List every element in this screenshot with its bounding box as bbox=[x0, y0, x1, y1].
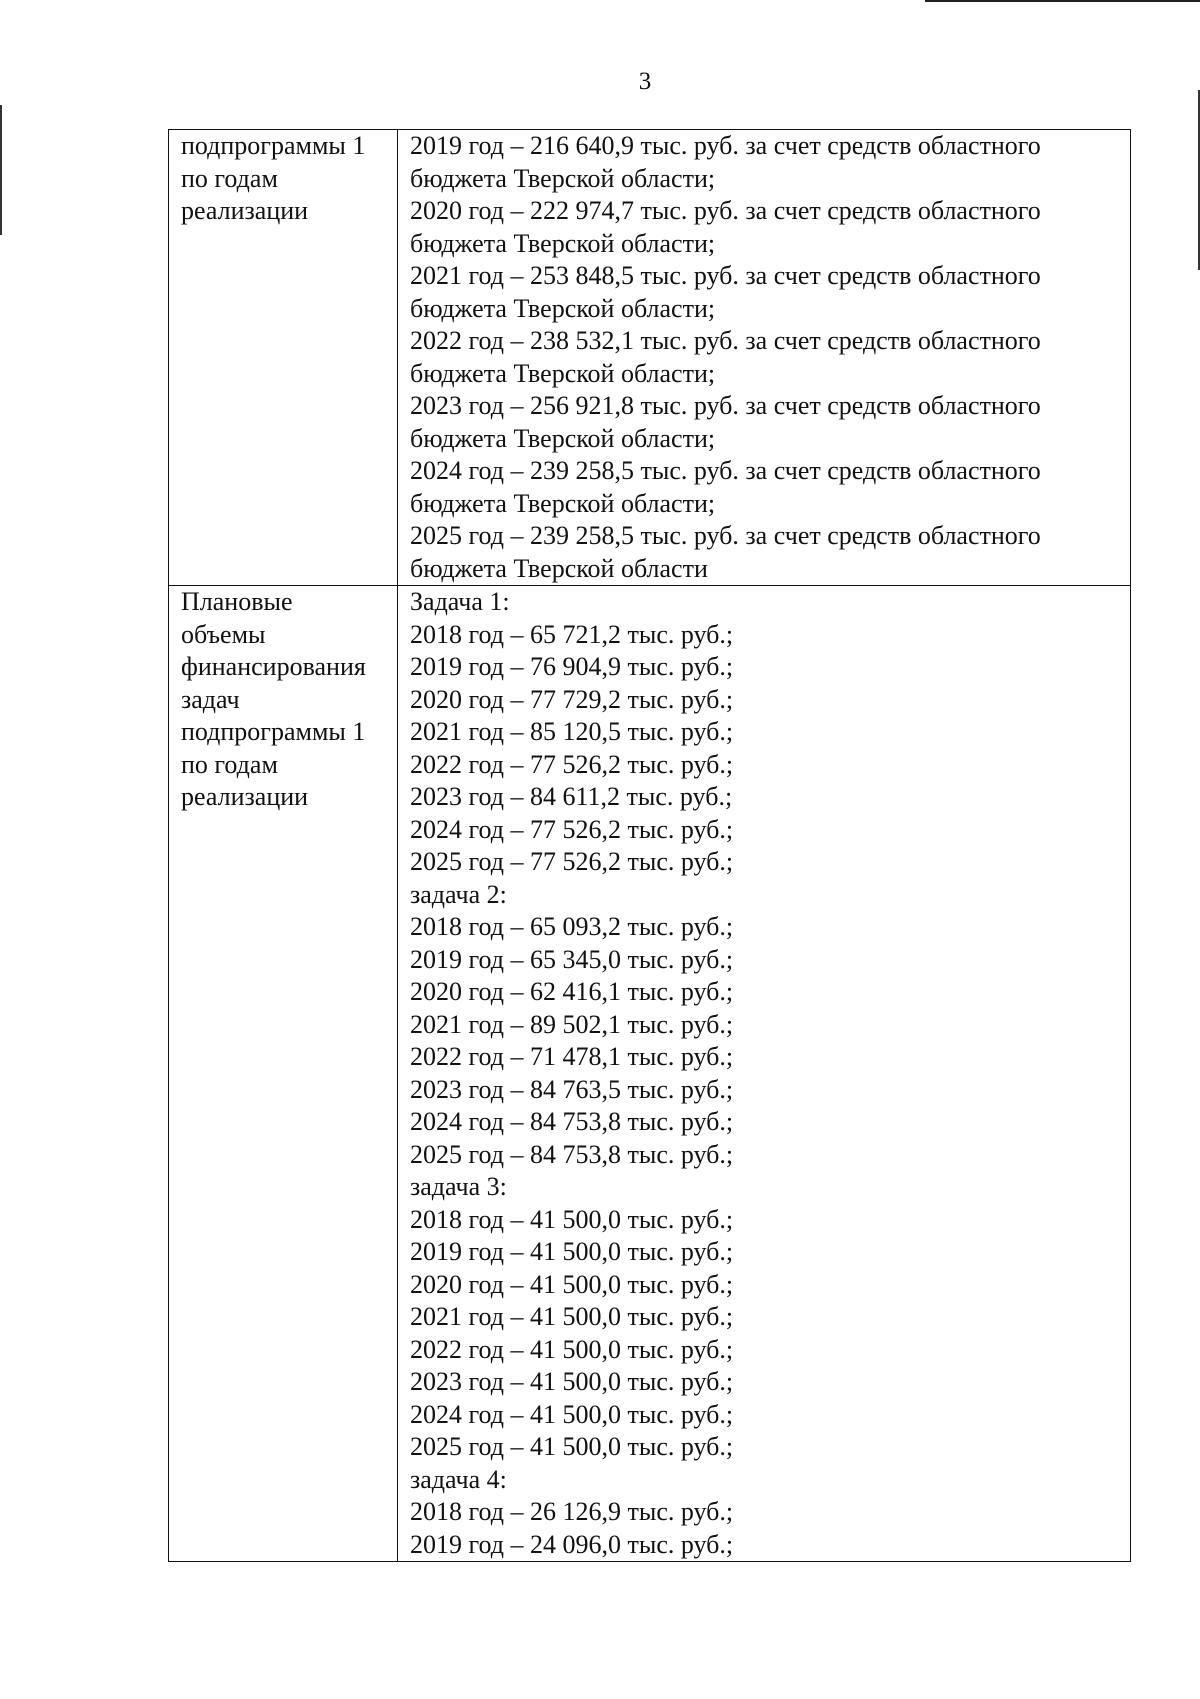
cell-text-line: 2018 год – 26 126,9 тыс. руб.; bbox=[410, 1497, 734, 1526]
cell-text-line: задача 2: bbox=[410, 879, 507, 909]
row-label-cell bbox=[169, 586, 398, 1562]
cell-text-line: 2023 год – 41 500,0 тыс. руб.; bbox=[410, 1367, 734, 1396]
cell-text-line: 2022 год – 41 500,0 тыс. руб.; bbox=[410, 1334, 734, 1364]
cell-text-line: 2021 год – 253 848,5 тыс. руб. за счет средств областного bbox=[410, 261, 1041, 290]
cell-text-line: 2023 год – 256 921,8 тыс. руб. за счет средств областного bbox=[410, 391, 1041, 420]
cell-text-line: 2022 год – 238 532,1 тыс. руб. за счет средств областного bbox=[410, 326, 1041, 355]
cell-text-line: 2025 год – 84 753,8 тыс. руб.; bbox=[410, 1139, 734, 1169]
cell-text-line: реализации bbox=[181, 196, 309, 225]
cell-text-line: Задача 1: bbox=[410, 587, 510, 616]
cell-text-line: 2024 год – 41 500,0 тыс. руб.; bbox=[410, 1399, 734, 1429]
cell-text-line: 2018 год – 65 721,2 тыс. руб.; bbox=[410, 619, 734, 649]
cell-text-line: объемы bbox=[181, 619, 266, 649]
cell-text-line: 2020 год – 222 974,7 тыс. руб. за счет средств областного bbox=[410, 196, 1041, 225]
cell-text-line: 2023 год – 84 763,5 тыс. руб.; bbox=[410, 1074, 734, 1104]
row-value-cell bbox=[398, 586, 1131, 1562]
cell-text-line: подпрограммы 1 bbox=[181, 131, 366, 160]
cell-text-line: 2021 год – 89 502,1 тыс. руб.; bbox=[410, 1009, 734, 1039]
cell-text-line: 2024 год – 77 526,2 тыс. руб.; bbox=[410, 814, 734, 844]
cell-text-line: 2024 год – 84 753,8 тыс. руб.; bbox=[410, 1107, 734, 1136]
scan-edge-left bbox=[0, 105, 2, 235]
cell-text-line: задача 3: bbox=[410, 1172, 507, 1201]
cell-text-line: бюджета Тверской области; bbox=[410, 293, 716, 323]
cell-text-line: по годам bbox=[181, 163, 278, 193]
cell-text-line: 2023 год – 84 611,2 тыс. руб.; bbox=[410, 782, 733, 811]
cell-text-line: задача 4: bbox=[410, 1464, 507, 1494]
cell-text-line: бюджета Тверской области; bbox=[410, 358, 716, 388]
row-label-cell bbox=[169, 130, 398, 586]
cell-text-line: бюджета Тверской области; bbox=[410, 228, 716, 258]
table-row bbox=[169, 586, 1131, 1562]
cell-text-line: 2021 год – 85 120,5 тыс. руб.; bbox=[410, 717, 734, 746]
scan-edge-top bbox=[925, 0, 1200, 2]
cell-text-line: подпрограммы 1 bbox=[181, 717, 366, 746]
cell-text-line: 2019 год – 24 096,0 тыс. руб.; bbox=[410, 1529, 734, 1559]
financing-table bbox=[168, 129, 1131, 1562]
page-number: 3 bbox=[638, 68, 652, 95]
cell-text-line: бюджета Тверской области; bbox=[410, 423, 716, 453]
cell-text-line: задач bbox=[181, 684, 240, 714]
cell-text-line: 2018 год – 41 500,0 тыс. руб.; bbox=[410, 1204, 734, 1234]
cell-text-line: по годам bbox=[181, 749, 278, 779]
cell-text-line: 2019 год – 65 345,0 тыс. руб.; bbox=[410, 944, 734, 974]
cell-text-line: 2019 год – 76 904,9 тыс. руб.; bbox=[410, 652, 734, 681]
cell-text-line: 2025 год – 41 500,0 тыс. руб.; bbox=[410, 1432, 734, 1461]
cell-text-line: финансирования bbox=[181, 652, 366, 681]
cell-text-line: бюджета Тверской области bbox=[410, 553, 708, 583]
cell-text-line: 2022 год – 71 478,1 тыс. руб.; bbox=[410, 1042, 734, 1071]
cell-text-line: 2025 год – 239 258,5 тыс. руб. за счет средств областного bbox=[410, 521, 1041, 550]
table-row bbox=[169, 130, 1131, 586]
cell-text-line: 2020 год – 77 729,2 тыс. руб.; bbox=[410, 684, 734, 714]
cell-text-line: реализации bbox=[181, 782, 309, 811]
cell-text-line: Плановые bbox=[181, 587, 293, 616]
cell-text-line: 2020 год – 62 416,1 тыс. руб.; bbox=[410, 977, 734, 1006]
cell-text-line: 2024 год – 239 258,5 тыс. руб. за счет средств областного bbox=[410, 456, 1041, 485]
cell-text-line: бюджета Тверской области; bbox=[410, 488, 716, 518]
cell-text-line: 2020 год – 41 500,0 тыс. руб.; bbox=[410, 1269, 734, 1299]
cell-text-line: 2019 год – 41 500,0 тыс. руб.; bbox=[410, 1237, 734, 1266]
cell-text-line: 2018 год – 65 093,2 тыс. руб.; bbox=[410, 912, 734, 941]
cell-text-line: 2021 год – 41 500,0 тыс. руб.; bbox=[410, 1302, 734, 1331]
cell-text-line: 2022 год – 77 526,2 тыс. руб.; bbox=[410, 749, 734, 779]
row-value-cell bbox=[398, 130, 1131, 586]
cell-text-line: 2019 год – 216 640,9 тыс. руб. за счет средств областного bbox=[410, 131, 1041, 160]
cell-text-line: бюджета Тверской области; bbox=[410, 163, 716, 193]
cell-text-line: 2025 год – 77 526,2 тыс. руб.; bbox=[410, 847, 734, 876]
